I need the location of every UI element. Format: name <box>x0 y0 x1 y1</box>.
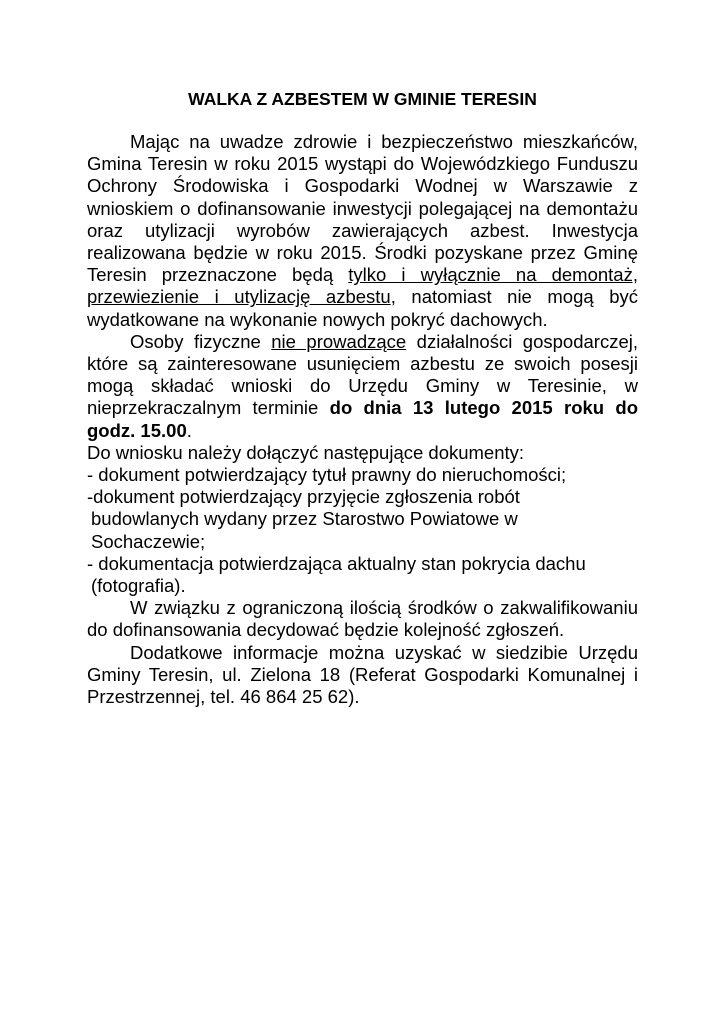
page-title: WALKA Z AZBESTEM W GMINIE TERESIN <box>188 89 537 109</box>
paragraph-intro-underlined: tylko i wyłącznie na demontaż, przewiezienie i utylizację azbestu <box>87 264 638 308</box>
document-item-2-line-2: budowlanych wydany przez Starostwo Powiatowe w <box>91 508 518 530</box>
paragraph-applicants-text-a: Osoby fizyczne <box>130 330 272 352</box>
document-item-2-line-1: -dokument potwierdzający przyjęcie zgłoszenia robót <box>87 486 520 508</box>
document-item-2-line-3: Sochaczewie; <box>91 530 206 552</box>
document-item-3-line-1: - dokumentacja potwierdzająca aktualny stan pokrycia dachu <box>87 552 586 574</box>
paragraph-applicants-text-c: . <box>186 419 192 441</box>
paragraph-applicants-underlined: nie prowadzące <box>271 330 407 352</box>
documents-intro: Do wniosku należy dołączyć następujące dokumenty: <box>87 441 525 463</box>
paragraph-intro-text-a: Mając na uwadze zdrowie i bezpieczeństwo mieszkańców, Gmina Teresin w roku 2015 wystąpi do Wojewódzkiego Funduszu Ochrony Środowiska i Gospodarki Wodnej w Warszawie z wnioskiem o dofinansowanie inwestycji polegającej na demontażu oraz utylizacji wyrobów zawierających azbest. Inwestycja realizowana będzie w roku 2015. Środki pozyskane przez Gminę Teresin przeznaczone będą <box>87 131 638 286</box>
document-page <box>87 88 638 708</box>
paragraph-intro <box>87 131 638 331</box>
paragraph-applicants-text-b: działalności gospodarczej, które są zainteresowane usunięciem azbestu ze swoich posesji mogą składać wnioski do Urzędu Gminy w Teresinie, w nieprzekraczalnym terminie <box>87 330 638 419</box>
deadline-text: do dnia 13 lutego 2015 roku do godz. 15.00 <box>87 397 638 441</box>
document-item-1: - dokument potwierdzający tytuł prawny do nieruchomości; <box>87 464 567 486</box>
paragraph-contact-info: Dodatkowe informacje można uzyskać w siedzibie Urzędu Gminy Teresin, ul. Zielona 18 (Referat Gospodarki Komunalnej i Przestrzennej, tel. 46 864 25 62). <box>87 641 638 708</box>
paragraph-funding-order: W związku z ograniczoną ilością środków o zakwalifikowaniu do dofinansowania decydować będzie kolejność zgłoszeń. <box>87 597 638 641</box>
paragraph-applicants <box>87 331 638 442</box>
document-item-3-line-2: (fotografia). <box>91 575 186 597</box>
paragraph-intro-text-b: , natomiast nie mogą być wydatkowane na wykonanie nowych pokryć dachowych. <box>87 286 638 330</box>
